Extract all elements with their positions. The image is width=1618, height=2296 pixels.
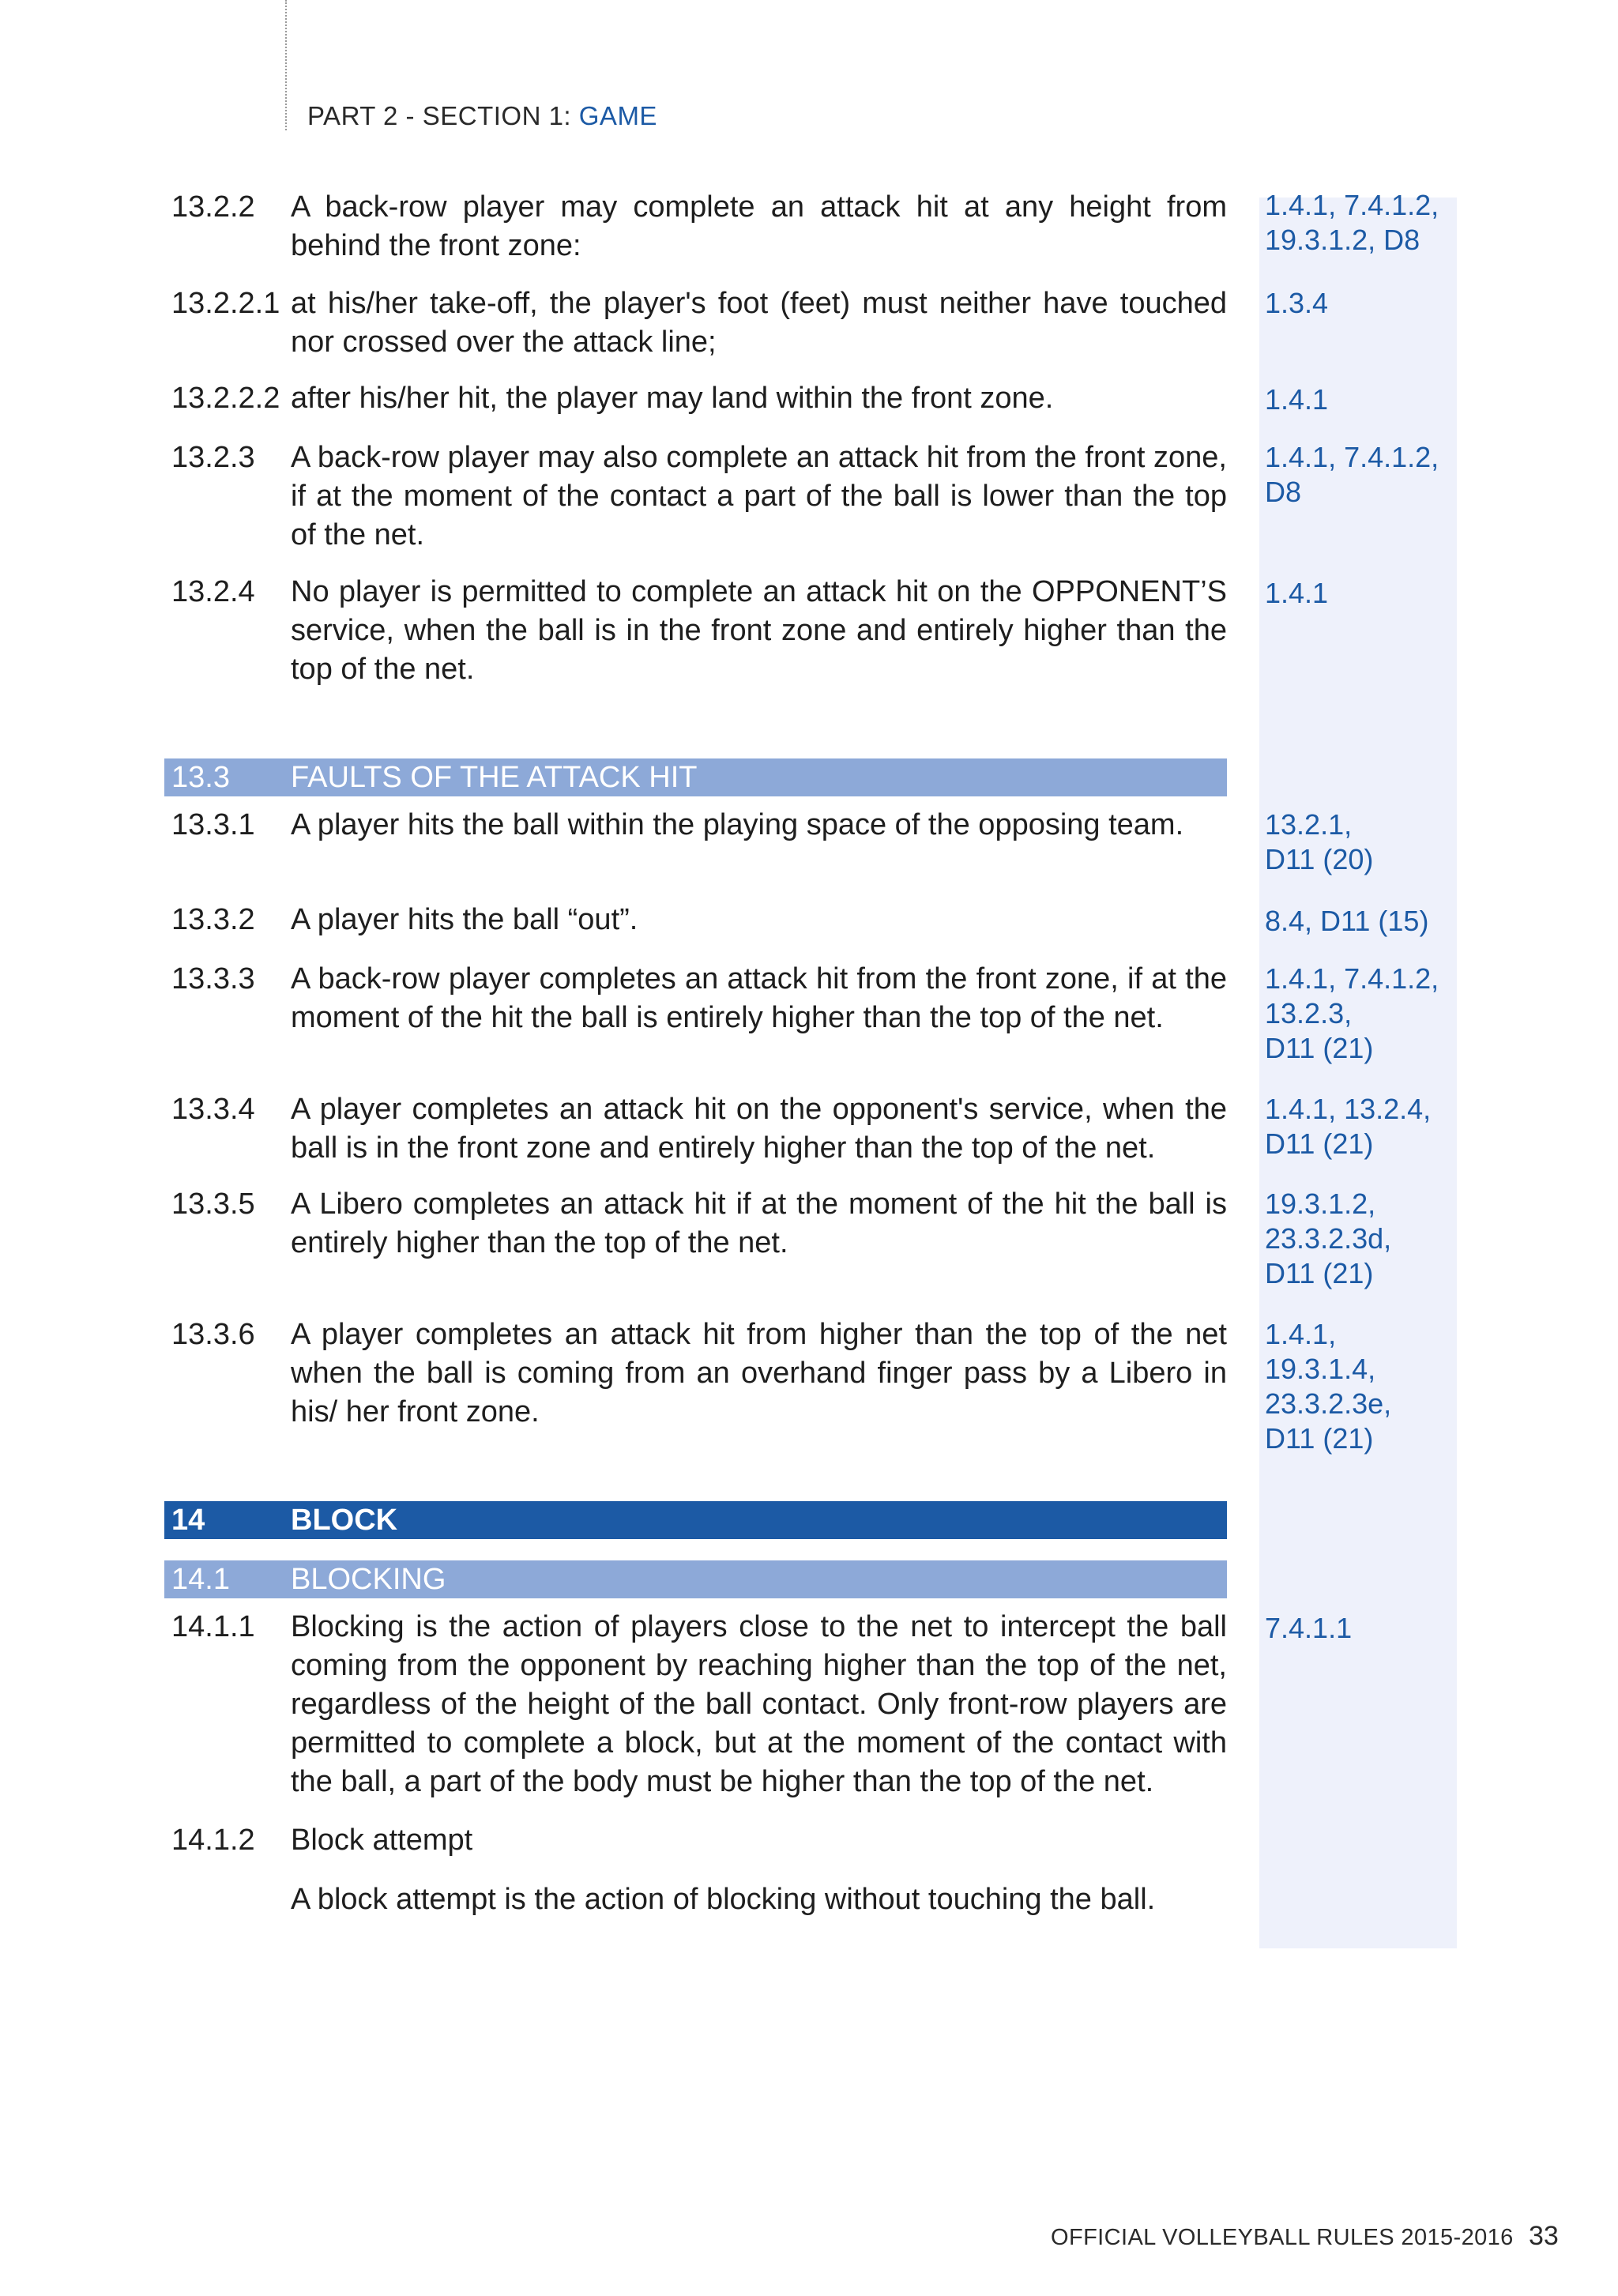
rule-text: A player completes an attack hit on the opponent's service, when the ball is in the front zone and entirely higher than the top of the net.: [291, 1093, 1227, 1165]
rule-reference-link[interactable]: D11 (21): [1265, 1127, 1374, 1160]
rule-number: 14.1.1: [171, 1610, 255, 1643]
rule-reference-link[interactable]: 1.4.1, 7.4.1.2,: [1265, 962, 1439, 995]
rule-reference-link[interactable]: D8: [1265, 476, 1302, 508]
rule-reference-link[interactable]: 13.2.3,: [1265, 997, 1353, 1029]
rule-references: [1265, 576, 1454, 611]
rule-references: [1265, 1611, 1454, 1646]
rule-reference-link[interactable]: 1.4.1, 19.3.1.4,: [1265, 1318, 1376, 1385]
rule-number: 13.3.2: [171, 903, 255, 936]
page-number: 33: [1529, 2221, 1559, 2251]
rule-references: [1265, 1092, 1454, 1161]
rule-text: after his/her hit, the player may land within the front zone.: [291, 382, 1054, 415]
section-heading-title: BLOCKING: [291, 1563, 446, 1596]
rule-number: 13.3.6: [171, 1318, 255, 1351]
rule-references: [1265, 1317, 1454, 1456]
rule-reference-link[interactable]: D11 (20): [1265, 843, 1374, 875]
rule-text: A block attempt is the action of blocking without touching the ball.: [291, 1883, 1156, 1916]
rule-reference-link[interactable]: 19.3.1.2, D8: [1265, 224, 1420, 256]
section-header-prefix: PART 2 - SECTION 1:: [307, 101, 579, 130]
rule-text: at his/her take-off, the player's foot (feet) must neither have touched nor crossed over the attack line;: [291, 287, 1227, 359]
rule-number: 13.2.2: [171, 190, 255, 224]
rule-number: 13.3.5: [171, 1188, 255, 1221]
section-heading-bar: [164, 1501, 1227, 1539]
rule-text: Block attempt: [291, 1824, 473, 1857]
rule-number: 13.2.2.2: [171, 382, 280, 415]
rule-number: 13.2.4: [171, 575, 255, 608]
rule-reference-link[interactable]: 1.4.1, 7.4.1.2,: [1265, 441, 1439, 473]
rule-text: A back-row player completes an attack hit from the front zone, if at the moment of the hit the ball is entirely higher than the top of the net.: [291, 962, 1227, 1034]
section-heading-bar: [164, 758, 1227, 796]
rule-references: [1265, 286, 1454, 321]
rule-reference-link[interactable]: 8.4, D11 (15): [1265, 905, 1429, 937]
rule-reference-link[interactable]: D11 (21): [1265, 1032, 1374, 1064]
rule-text: Blocking is the action of players close to the net to intercept the ball coming from the opponent by reaching higher than the top of the net, regardless of the height of the ball contact. Only front-row players are permitted to complete a block, but at the moment of the contact with the ball, a part of the body must be higher than the top of the net.: [291, 1610, 1227, 1798]
rule-reference-link[interactable]: 1.4.1, 7.4.1.2,: [1265, 189, 1439, 221]
rule-number: 13.2.2.1: [171, 287, 280, 320]
section-heading-number: 14.1: [171, 1563, 230, 1596]
rule-number: 13.3.4: [171, 1093, 255, 1126]
section-heading-number: 14: [171, 1504, 205, 1537]
rule-number: 13.2.3: [171, 441, 255, 474]
rule-references: [1265, 904, 1454, 939]
rule-number: 13.3.3: [171, 962, 255, 996]
section-heading-title: FAULTS OF THE ATTACK HIT: [291, 761, 698, 794]
rule-references: [1265, 807, 1454, 877]
rule-reference-link[interactable]: 1.4.1: [1265, 383, 1329, 416]
section-heading-number: 13.3: [171, 761, 230, 794]
rule-reference-link[interactable]: 23.3.2.3d,: [1265, 1222, 1392, 1255]
rule-references: [1265, 382, 1454, 417]
footer-title: OFFICIAL VOLLEYBALL RULES 2015-2016: [1051, 2225, 1514, 2250]
rule-reference-link[interactable]: 7.4.1.1: [1265, 1612, 1353, 1644]
rule-references: [1265, 188, 1454, 258]
rule-text: A back-row player may complete an attack hit at any height from behind the front zone:: [291, 190, 1227, 262]
rule-text: No player is permitted to complete an attack hit on the OPPONENT’S service, when the ball is in the front zone and entirely higher than the top of the net.: [291, 575, 1227, 686]
rule-reference-link[interactable]: 19.3.1.2,: [1265, 1188, 1376, 1220]
rule-reference-link[interactable]: 13.2.1,: [1265, 808, 1353, 841]
section-header: [307, 101, 657, 131]
rule-text: A player completes an attack hit from higher than the top of the net when the ball is coming from an overhand finger pass by a Libero in his/ her front zone.: [291, 1318, 1227, 1428]
header-dotted-rule: [285, 0, 287, 130]
rule-text: A player hits the ball within the playing space of the opposing team.: [291, 808, 1184, 841]
section-heading-bar: [164, 1560, 1227, 1598]
rule-text: A player hits the ball “out”.: [291, 903, 638, 936]
rule-references: [1265, 1187, 1454, 1291]
rule-reference-link[interactable]: 23.3.2.3e,: [1265, 1387, 1392, 1420]
rule-reference-link[interactable]: 1.4.1, 13.2.4,: [1265, 1093, 1432, 1125]
section-heading-title: BLOCK: [291, 1504, 398, 1537]
rule-number: 14.1.2: [171, 1824, 255, 1857]
rule-reference-link[interactable]: 1.3.4: [1265, 287, 1329, 319]
section-header-accent: GAME: [578, 101, 657, 130]
rule-text: A back-row player may also complete an attack hit from the front zone, if at the moment of the contact a part of the ball is lower than the top of the net.: [291, 441, 1227, 551]
rule-reference-link[interactable]: D11 (21): [1265, 1257, 1374, 1289]
rule-references: [1265, 440, 1454, 510]
rule-reference-link[interactable]: D11 (21): [1265, 1422, 1374, 1455]
rule-references: [1265, 962, 1454, 1066]
rule-reference-link[interactable]: 1.4.1: [1265, 577, 1329, 609]
rule-text: A Libero completes an attack hit if at the moment of the hit the ball is entirely higher than the top of the net.: [291, 1188, 1227, 1259]
rule-number: 13.3.1: [171, 808, 255, 841]
